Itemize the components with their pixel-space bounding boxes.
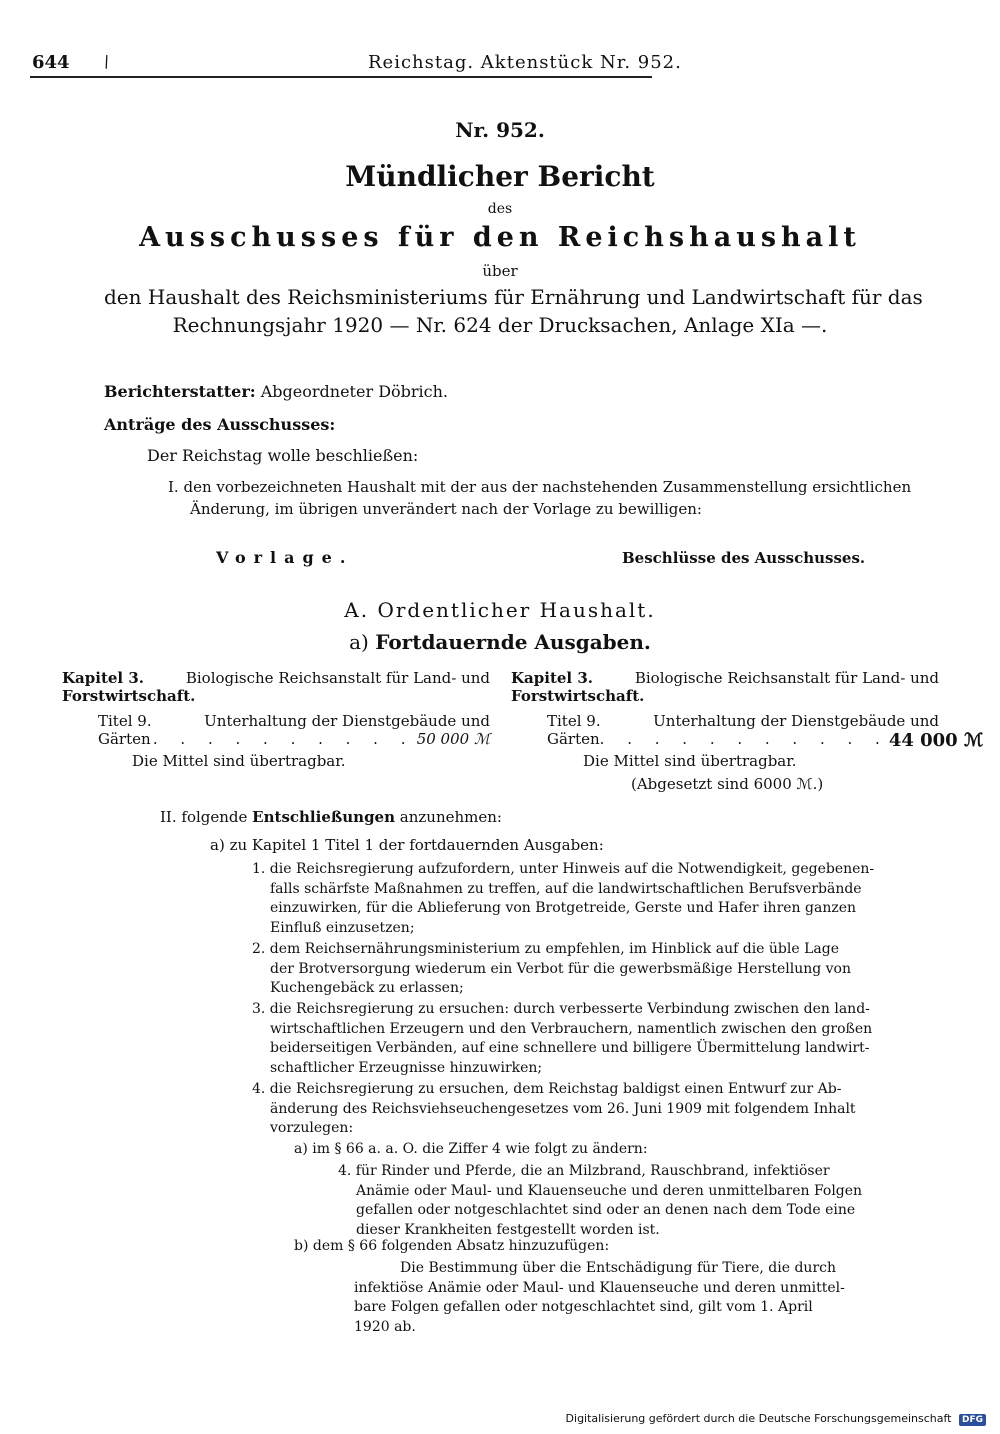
section-heading: A. Ordentlicher Haushalt. — [344, 598, 656, 622]
resolution-sub-4b: b) dem § 66 folgenden Absatz hinzuzufügen: — [294, 1238, 610, 1254]
right-note: Die Mittel sind übertragbar. — [583, 752, 797, 770]
resolutions-sub-a: a) zu Kapitel 1 Titel 1 der fortdauernden Ausgaben: — [210, 836, 604, 854]
left-dots: . . . . . . . . . . — [152, 730, 415, 748]
resolutions-heading-prefix: II. folgende — [160, 808, 248, 826]
item-line: Einfluß einzusetzen; — [270, 919, 415, 936]
resolution-item-2 — [252, 940, 896, 999]
dfg-logo: DFG — [959, 1414, 986, 1426]
left-note: Die Mittel sind übertragbar. — [132, 752, 346, 770]
footer-text: Digitalisierung gefördert durch die Deutsche Forschungsgemeinschaft — [565, 1412, 952, 1425]
reporter-line — [104, 382, 448, 401]
resolution-sub-4b-text — [354, 1259, 896, 1337]
motion-I-line-2: Änderung, im übrigen unverändert nach der Vorlage zu bewilligen: — [190, 500, 702, 518]
resolutions-heading-suffix: anzunehmen: — [399, 808, 502, 826]
report-title: Mündlicher Bericht — [345, 160, 655, 193]
subject-line-1: den Haushalt des Reichsministeriums für Ernährung und Landwirtschaft für das — [104, 285, 923, 309]
item-line: beiderseitigen Verbänden, auf eine schnellere und billigere Übermittelung landwirt- — [270, 1040, 870, 1057]
right-note-2: (Abgesetzt sind 6000 ℳ.) — [631, 775, 824, 793]
left-titel-number: Titel 9. — [98, 712, 152, 730]
item-line: 3. die Reichsregierung zu ersuchen: durch verbesserte Verbindung zwischen den land- — [252, 1001, 870, 1017]
resolution-sub-4a: a) im § 66 a. a. O. die Ziffer 4 wie folgt zu ändern: — [294, 1141, 648, 1157]
right-kapitel-text-2: Forstwirtschaft. — [511, 687, 645, 705]
left-kapitel-text-2: Forstwirtschaft. — [62, 687, 196, 705]
item-line: bare Folgen gefallen oder notgeschlachtet sind, gilt vom 1. April — [354, 1299, 813, 1316]
item-line: änderung des Reichsviehseuchengesetzes vom 26. Juni 1909 mit folgendem Inhalt — [270, 1100, 856, 1117]
resolution-item-4 — [252, 1080, 896, 1139]
left-amount: 50 000 ℳ — [416, 730, 490, 748]
resolutions-heading — [160, 808, 502, 826]
right-titel-text-1: Unterhaltung der Dienstgebäude und — [653, 712, 939, 730]
motion-I-line-1: I. den vorbezeichneten Haushalt mit der aus der nachstehenden Zusammenstellung ersichtlichen — [168, 478, 912, 496]
left-kapitel-text-1: Biologische Reichsanstalt für Land- und — [185, 669, 490, 687]
item-line: wirtschaftlichen Erzeugern und den Verbrauchern, namentlich zwischen den großen — [270, 1020, 873, 1037]
item-line: vorzulegen: — [270, 1120, 354, 1137]
reporter-value: Abgeordneter Döbrich. — [260, 382, 449, 401]
resolution-sub-4a-item — [338, 1162, 896, 1240]
left-kapitel-number: Kapitel 3. — [62, 669, 144, 687]
left-titel — [98, 712, 490, 748]
item-line: 4. für Rinder und Pferde, die an Milzbrand, Rauschbrand, infektiöser — [338, 1163, 830, 1179]
item-line: schaftlicher Erzeugnisse hinzuwirken; — [270, 1059, 543, 1076]
right-dots: . . . . . . . . . . . — [599, 730, 889, 748]
resolution-item-3 — [252, 1000, 896, 1078]
left-kapitel — [62, 669, 490, 705]
title-connector-des: des — [487, 201, 513, 217]
right-column-header: Beschlüsse des Ausschusses. — [622, 549, 866, 567]
left-titel-text-2: Gärten — [98, 730, 151, 748]
subsection-heading — [0, 630, 1000, 654]
item-line: 1920 ab. — [354, 1318, 416, 1335]
item-line: Die Bestimmung über die Entschädigung für Tiere, die durch — [400, 1260, 836, 1276]
item-line: Kuchengebäck zu erlassen; — [270, 980, 464, 997]
subsection-prefix: a) — [349, 630, 369, 654]
item-line: 2. dem Reichsernährungsministerium zu empfehlen, im Hinblick auf die üble Lage — [252, 941, 839, 957]
item-line: einzuwirken, für die Ablieferung von Brotgetreide, Gerste und Hafer ihren ganzen — [270, 900, 857, 917]
resolution-item-1 — [252, 860, 896, 938]
left-column-header: Vorlage. — [216, 548, 354, 567]
item-line: Anämie oder Maul- und Klauenseuche und deren unmittelbaren Folgen — [356, 1182, 863, 1199]
right-titel-text-2: Gärten — [547, 730, 600, 748]
scan-mark: \ — [100, 51, 113, 72]
item-line: 1. die Reichsregierung aufzufordern, unter Hinweis auf die Notwendigkeit, gegebenen- — [252, 861, 875, 877]
right-titel-number: Titel 9. — [547, 712, 601, 730]
document-number: Nr. 952. — [455, 118, 545, 142]
left-titel-text-1: Unterhaltung der Dienstgebäude und — [204, 712, 490, 730]
right-kapitel — [511, 669, 939, 705]
subject-line-2: Rechnungsjahr 1920 — Nr. 624 der Drucksachen, Anlage XIa —. — [172, 313, 828, 337]
page-number: 644 — [32, 52, 70, 73]
item-line: falls schärfste Maßnahmen zu treffen, auf die landwirtschaftlichen Berufsverbände — [270, 880, 862, 897]
item-line: dieser Krankheiten festgestellt worden ist. — [356, 1221, 660, 1238]
right-titel — [547, 712, 984, 751]
footer — [566, 1412, 986, 1426]
resolutions-heading-bold: Entschließungen — [252, 808, 396, 826]
running-title: Reichstag. Aktenstück Nr. 952. — [368, 52, 682, 73]
reporter-label: Berichterstatter: — [104, 382, 256, 401]
title-connector-ueber: über — [482, 262, 518, 280]
subsection-title: Fortdauernde Ausgaben. — [375, 630, 651, 654]
committee-title: Ausschusses für den Reichshaushalt — [139, 222, 861, 253]
right-amount: 44 000 ℳ — [888, 730, 984, 751]
motions-heading: Anträge des Ausschusses: — [104, 415, 336, 434]
right-kapitel-text-1: Biologische Reichsanstalt für Land- und — [634, 669, 939, 687]
header-rule — [30, 76, 652, 78]
item-line: gefallen oder notgeschlachtet sind oder an denen nach dem Tode eine — [356, 1202, 856, 1219]
item-line: infektiöse Anämie oder Maul- und Klauenseuche und deren unmittel- — [354, 1279, 845, 1296]
motions-intro: Der Reichstag wolle beschließen: — [147, 446, 419, 465]
right-kapitel-number: Kapitel 3. — [511, 669, 593, 687]
item-line: der Brotversorgung wiederum ein Verbot für die gewerbsmäßige Herstellung von — [270, 960, 852, 977]
item-line: 4. die Reichsregierung zu ersuchen, dem Reichstag baldigst einen Entwurf zur Ab- — [252, 1081, 842, 1097]
